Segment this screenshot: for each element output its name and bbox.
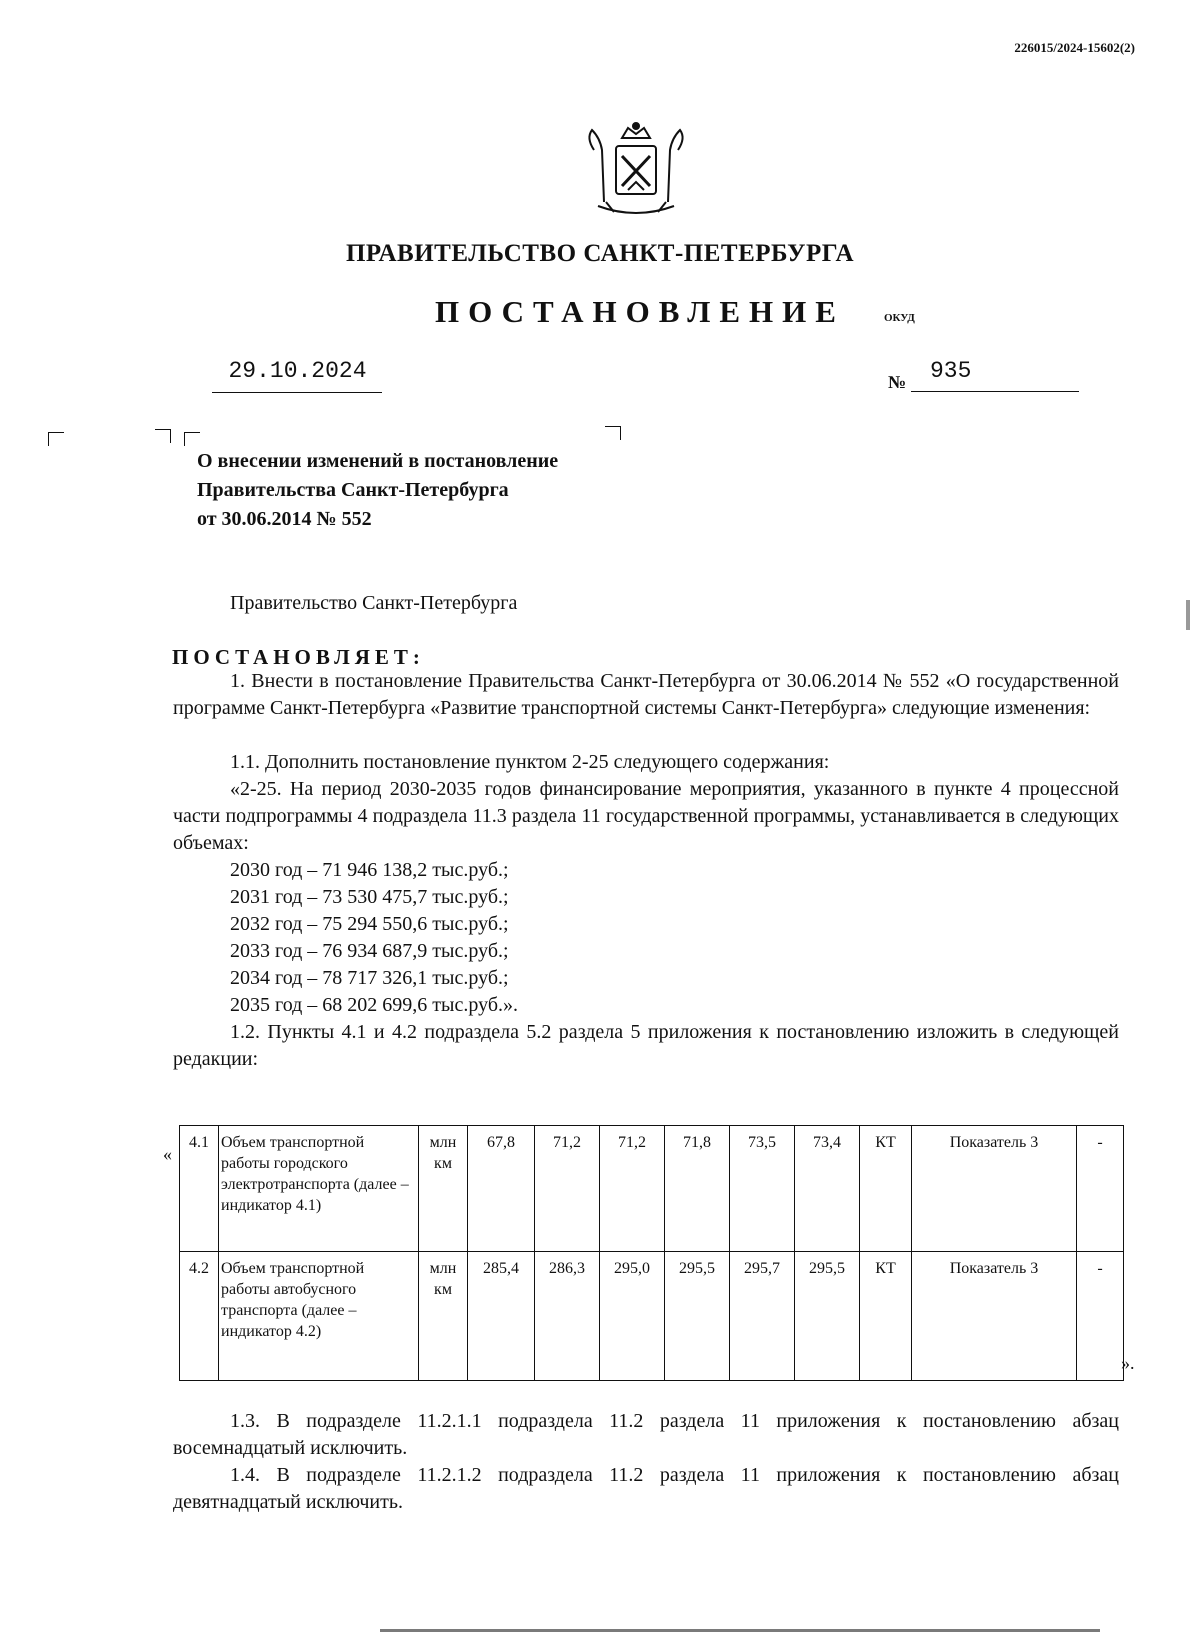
value-cell: 71,2 [535,1126,600,1252]
subject-line-1: О внесении изменений в постановление [197,450,559,472]
decree-heading: ПОСТАНОВЛЯЕТ: [172,645,425,669]
funding-2030: 2030 год – 71 946 138,2 тыс.руб.; [230,859,509,881]
indicator-name: Объем транспортной работы городского электротранспорта (далее – индикатор 4.1) [219,1126,419,1252]
paragraph-1-2: 1.2. Пункты 4.1 и 4.2 подраздела 5.2 раздела 5 приложения к постановлению изложить в следующей редакции: [173,1021,1119,1070]
corner-mark-subject-left-b [184,432,200,446]
corner-mark-left [48,432,64,446]
government-title: ПРАВИТЕЛЬСТВО САНКТ-ПЕТЕРБУРГА [345,240,855,267]
document-number: 935 [930,358,972,384]
dash-cell: - [1077,1126,1124,1252]
value-cell: 67,8 [468,1126,535,1252]
subject-line-2: Правительства Санкт-Петербурга [197,479,509,501]
issuer-text: Правительство Санкт-Петербурга [230,592,518,614]
indicator-name: Объем транспортной работы автобусного транспорта (далее – индикатор 4.2) [219,1252,419,1381]
dash-cell: - [1077,1252,1124,1381]
okud-label: ОКУД [884,312,915,324]
table-quote-open: « [163,1144,172,1164]
value-cell: 295,5 [795,1252,860,1381]
indicator-ref-cell: Показатель 3 [912,1126,1077,1252]
value-cell: 71,2 [600,1126,665,1252]
source-cell: КТ [860,1126,912,1252]
corner-mark-subject-right [605,426,621,440]
table-row [180,1126,1124,1252]
value-cell: 73,5 [730,1126,795,1252]
corner-mark-subject-left-a [155,429,171,443]
table-row [180,1252,1124,1381]
value-cell: 73,4 [795,1126,860,1252]
document-registration-number: 226015/2024-15602(2) [1014,40,1135,55]
paragraph-1: 1. Внести в постановление Правительства Санкт-Петербурга от 30.06.2014 № 552 «О государственной программе Санкт-Петербурга «Развитие транспортной системы Санкт-Петербурга» следующие изменения: [173,670,1119,719]
value-cell: 286,3 [535,1252,600,1381]
value-cell: 295,7 [730,1252,795,1381]
value-cell: 71,8 [665,1126,730,1252]
funding-2032: 2032 год – 75 294 550,6 тыс.руб.; [230,913,509,935]
unit: млн км [419,1252,468,1381]
funding-2035: 2035 год – 68 202 699,6 тыс.руб.». [230,994,519,1016]
paragraph-1-3: 1.3. В подразделе 11.2.1.1 подраздела 11.2 раздела 11 приложения к постановлению абзац восемнадцатый исключить. [173,1410,1119,1459]
funding-2031: 2031 год – 73 530 475,7 тыс.руб.; [230,886,509,908]
document-date: 29.10.2024 [228,358,367,384]
indicator-ref-cell: Показатель 3 [912,1252,1077,1381]
source-cell: КТ [860,1252,912,1381]
coat-of-arms-emblem [578,120,694,220]
table-quote-close: ». [1121,1353,1135,1373]
number-underline [911,391,1079,392]
funding-list [230,857,518,1019]
value-cell: 285,4 [468,1252,535,1381]
number-sign: № [888,372,907,392]
value-cell: 295,5 [665,1252,730,1381]
document-subject [197,447,558,534]
scan-edge-mark [1186,600,1190,630]
unit: млн км [419,1126,468,1252]
paragraph-1-1: 1.1. Дополнить постановление пунктом 2-25 следующего содержания: [230,751,830,773]
funding-2033: 2033 год – 76 934 687,9 тыс.руб.; [230,940,509,962]
date-underline [212,392,382,393]
funding-2034: 2034 год – 78 717 326,1 тыс.руб.; [230,967,509,989]
scan-bottom-mark [380,1629,1100,1632]
document-type-title: ПОСТАНОВЛЕНИЕ [435,294,845,329]
row-number: 4.1 [180,1126,219,1252]
paragraph-1-1-text: «2-25. На период 2030-2035 годов финансирование мероприятия, указанного в пункте 4 процессной части подпрограммы 4 подраздела 11.3 раздела 11 государственной программы, устанавливается в следующих объемах: [173,778,1119,854]
indicators-table [179,1125,1124,1381]
value-cell: 295,0 [600,1252,665,1381]
paragraph-1-4: 1.4. В подразделе 11.2.1.2 подраздела 11.2 раздела 11 приложения к постановлению абзац девятнадцатый исключить. [173,1464,1119,1513]
subject-line-3: от 30.06.2014 № 552 [197,508,372,530]
row-number: 4.2 [180,1252,219,1381]
